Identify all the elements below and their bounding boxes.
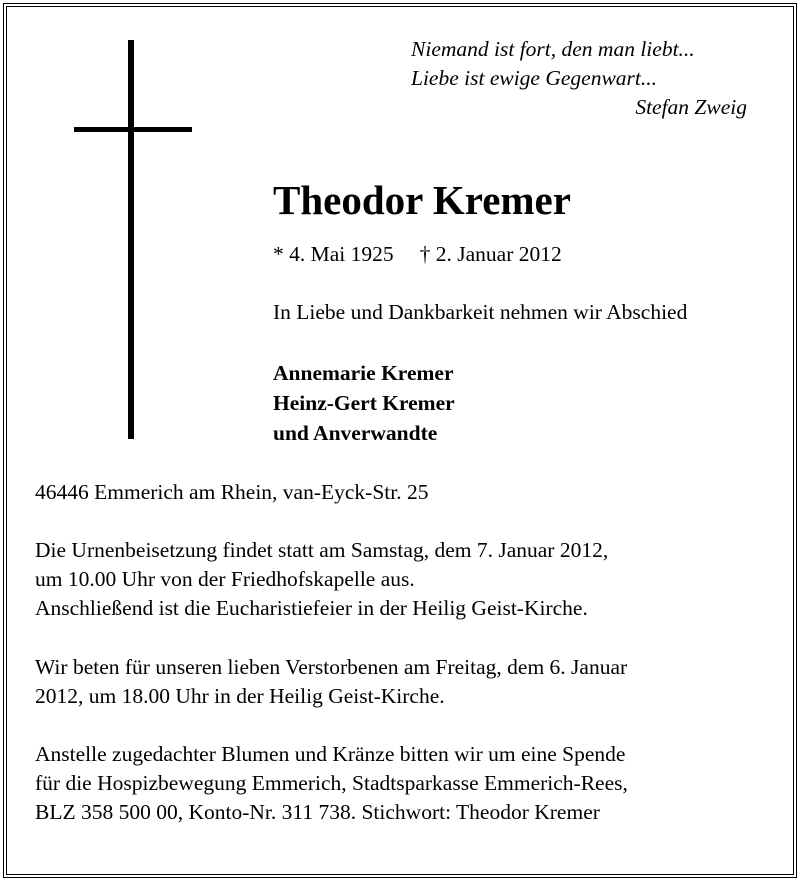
mourner: und Anverwandte — [273, 421, 438, 445]
cross-horizontal-bar — [74, 127, 192, 132]
quote-block — [411, 35, 747, 122]
birth-date: * 4. Mai 1925 — [273, 242, 394, 266]
prayer-line: Wir beten für unseren lieben Verstorbenen am Freitag, dem 6. Januar — [35, 655, 628, 679]
ceremony-paragraph — [35, 536, 765, 623]
address: 46446 Emmerich am Rhein, van-Eyck-Str. 25 — [35, 480, 429, 504]
quote-author: Stefan Zweig — [635, 95, 747, 119]
donation-line: BLZ 358 500 00, Konto-Nr. 311 738. Stichwort: Theodor Kremer — [35, 800, 600, 824]
mourner: Heinz-Gert Kremer — [273, 391, 455, 415]
donation-line: Anstelle zugedachter Blumen und Kränze bitten wir um eine Spende — [35, 742, 626, 766]
mourner: Annemarie Kremer — [273, 361, 454, 385]
cross-vertical-bar — [128, 40, 134, 439]
ceremony-line: Die Urnenbeisetzung findet statt am Samstag, dem 7. Januar 2012, — [35, 538, 609, 562]
life-dates — [273, 240, 562, 268]
farewell-text: In Liebe und Dankbarkeit nehmen wir Abschied — [273, 300, 688, 324]
mourners-list — [273, 358, 455, 448]
ceremony-line: um 10.00 Uhr von der Friedhofskapelle aus. — [35, 567, 415, 591]
quote-line: Niemand ist fort, den man liebt... — [411, 37, 695, 61]
quote-line: Liebe ist ewige Gegenwart... — [411, 66, 658, 90]
donation-line: für die Hospizbewegung Emmerich, Stadtsparkasse Emmerich-Rees, — [35, 771, 628, 795]
deceased-name: Theodor Kremer — [273, 177, 571, 223]
death-date: † 2. Januar 2012 — [419, 242, 562, 266]
donation-paragraph — [35, 740, 765, 827]
prayer-line: 2012, um 18.00 Uhr in der Heilig Geist-Kirche. — [35, 684, 445, 708]
ceremony-line: Anschließend ist die Eucharistiefeier in der Heilig Geist-Kirche. — [35, 596, 588, 620]
prayer-paragraph — [35, 653, 765, 711]
